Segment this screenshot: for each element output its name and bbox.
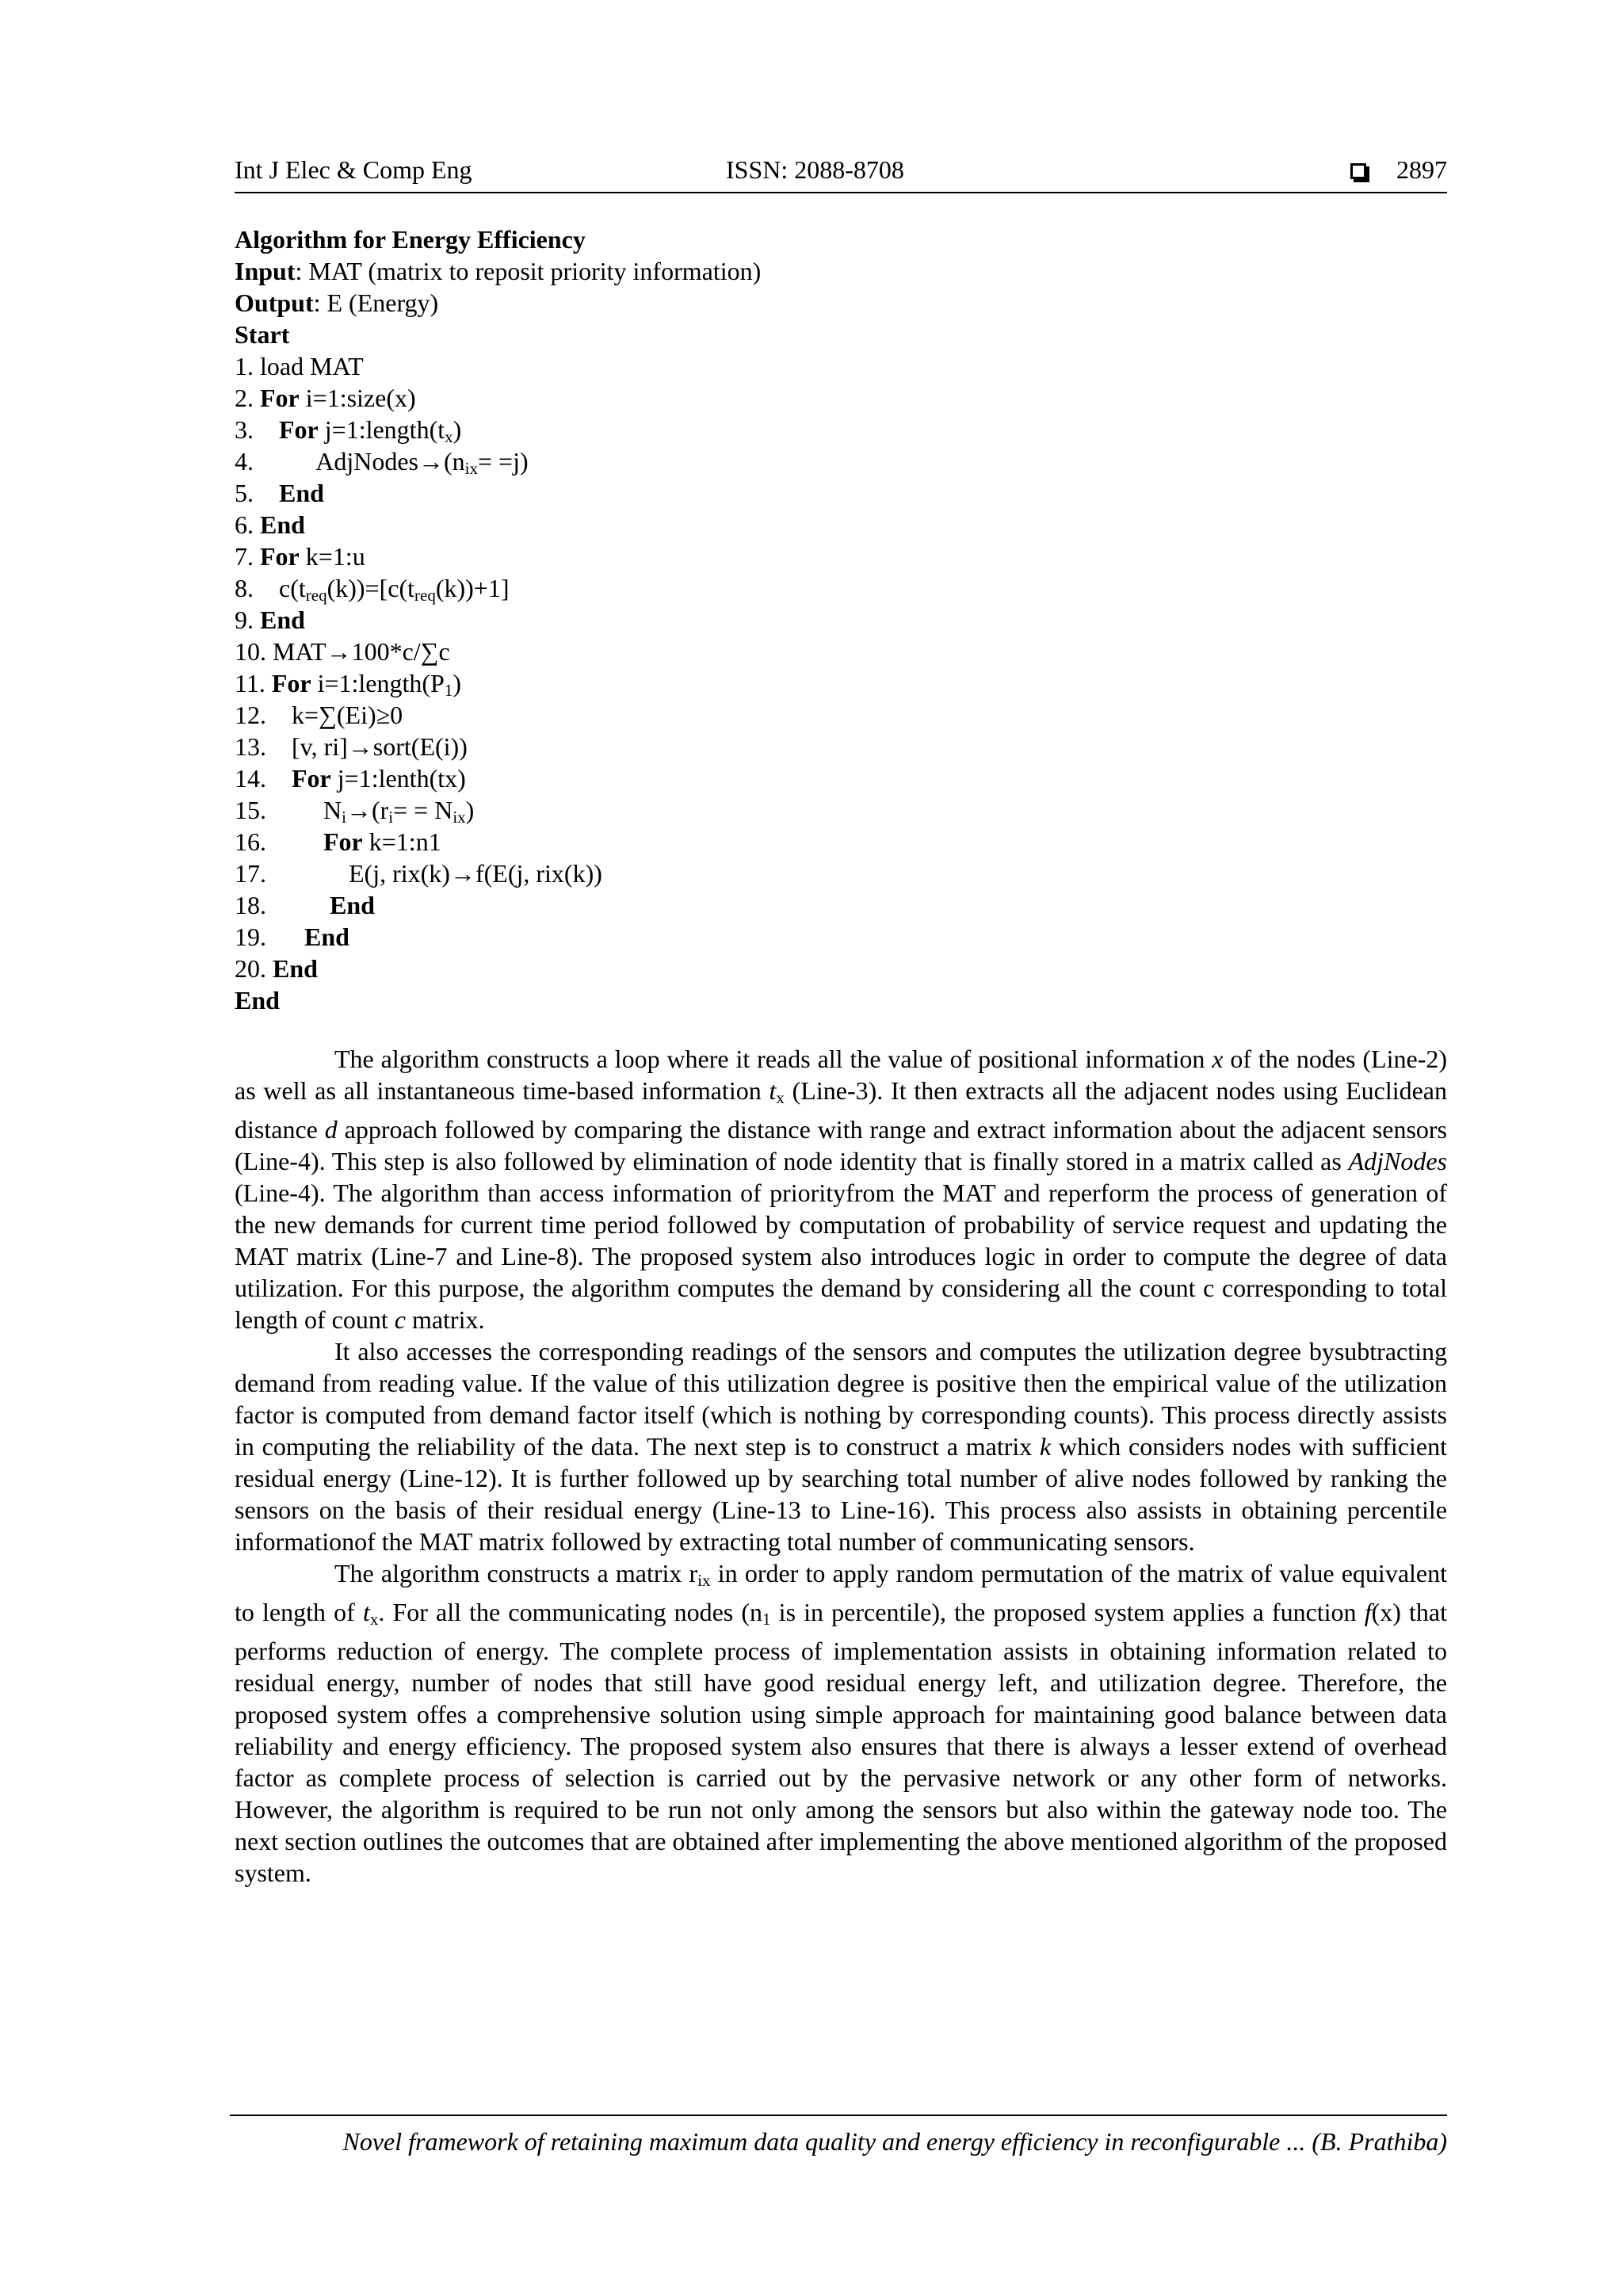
algo-line-4: 4. $AdjNodes\to(n_{ix}= =j)$ [235, 447, 529, 478]
algo-line-16: 16. For k=1:n1 [235, 827, 441, 856]
algo-line-1: 1. load MAT [235, 352, 364, 380]
body-text [235, 1043, 1447, 1889]
algorithm-end: End [235, 986, 280, 1014]
paragraph-3: The algorithm constructs a matrix $r_{ix}$ in order to apply random permutation of the matrix of value equivalent to length of $t_x$. For all the communicating nodes ($n_1$ is in percentile), the proposed system applies a function f(x) that performs reduction of energy. The complete process of implementation assists in obtaining information related to residual energy, number of nodes that still have good residual energy left, and utilization degree. Therefore, the proposed system offes a comprehensive solution using simple approach for maintaining good balance between data reliability and energy efficiency. The proposed system also ensures that there is always a lesser extend of overhead factor as complete process of selection is carried out by the pervasive network or any other form of networks. However, the algorithm is required to be run not only among the sensors but also within the gateway node too. The next section outlines the outcomes that are obtained after implementing the above mentioned algorithm of the proposed system. [235, 1559, 1448, 1887]
algorithm-output: Output: E (Energy) [235, 288, 439, 317]
page-header [235, 155, 1447, 193]
algorithm-input: Input: MAT (matrix to reposit priority information) [235, 257, 762, 285]
issn: ISSN: 2088-8708 [726, 155, 904, 184]
square-bullet-icon [1350, 163, 1366, 179]
algo-line-13: 13. [v, ri]→sort(E(i)) [235, 732, 468, 761]
algo-line-3: 3. For $j=1:length(t_x)$ [235, 415, 462, 446]
algo-line-17: 17. E(j, rix(k)→f(E(j, rix(k)) [235, 859, 602, 888]
algorithm-title: Algorithm for Energy Efficiency [235, 225, 586, 254]
algo-line-6: 6. End [235, 510, 305, 539]
algo-line-19: 19. End [235, 923, 349, 951]
algo-line-7: 7. For k=1:u [235, 542, 365, 571]
algo-line-9: 9. End [235, 606, 305, 634]
algorithm-block [235, 223, 1447, 1016]
algo-line-8: 8. $c(t_{req}(k))=[c(t_{req}(k))+1]$ [235, 574, 510, 605]
algo-line-15: 15. $N_i\to(r_i= = N_{ix})$ [235, 796, 475, 827]
paragraph-2: It also accesses the corresponding readings of the sensors and computes the utilization degree bysubtracting demand from reading value. If the value of this utilization degree is positive then the empirical value of the utilization factor is computed from demand factor itself (which is nothing by corresponding counts). This process directly assists in computing the reliability of the data. The next step is to construct a matrix k which considers nodes with sufficient residual energy (Line-12). It is further followed up by searching total number of alive nodes followed by ranking the sensors on the basis of their residual energy (Line-13 to Line-16). This process also assists in obtaining percentile informationof the MAT matrix followed by extracting total number of communicating sensors. [235, 1337, 1448, 1556]
algo-line-10: 10. MAT→100*c/∑c [235, 637, 450, 666]
journal-name: Int J Elec & Comp Eng [235, 155, 472, 184]
algo-line-18: 18. End [235, 891, 375, 919]
algo-line-2: 2. For i=1:size(x) [235, 384, 416, 412]
paragraph-1: The algorithm constructs a loop where it reads all the value of positional information x of the nodes (Line-2) as well as all instantaneous time-based information $t_x$ (Line-3). It then extracts all the adjacent nodes using Euclidean distance d approach followed by comparing the distance with range and extract information about the adjacent sensors (Line-4). This step is also followed by elimination of node identity that is finally stored in a matrix called as AdjNodes (Line-4). The algorithm than access information of priorityfrom the MAT and reperform the process of generation of the new demands for current time period followed by computation of probability of service request and updating the MAT matrix (Line-7 and Line-8). The proposed system also introduces logic in order to compute the degree of data utilization. For this purpose, the algorithm computes the demand by considering all the count c corresponding to total length of count c matrix. [235, 1045, 1448, 1334]
algo-line-11: 11. For $i=1:length(P_1)$ [235, 669, 461, 700]
algo-line-5: 5. End [235, 479, 324, 507]
algorithm-start: Start [235, 320, 290, 349]
algo-line-14: 14. For j=1:lenth(tx) [235, 764, 466, 793]
page-number: 2897 [1396, 155, 1447, 184]
page-footer: Novel framework of retaining maximum data quality and energy efficiency in reconfigurable ... (B. Prathiba) [230, 2115, 1447, 2157]
algo-line-20: 20. End [235, 954, 318, 983]
algo-line-12: 12. k=∑(Ei)≥0 [235, 701, 403, 729]
